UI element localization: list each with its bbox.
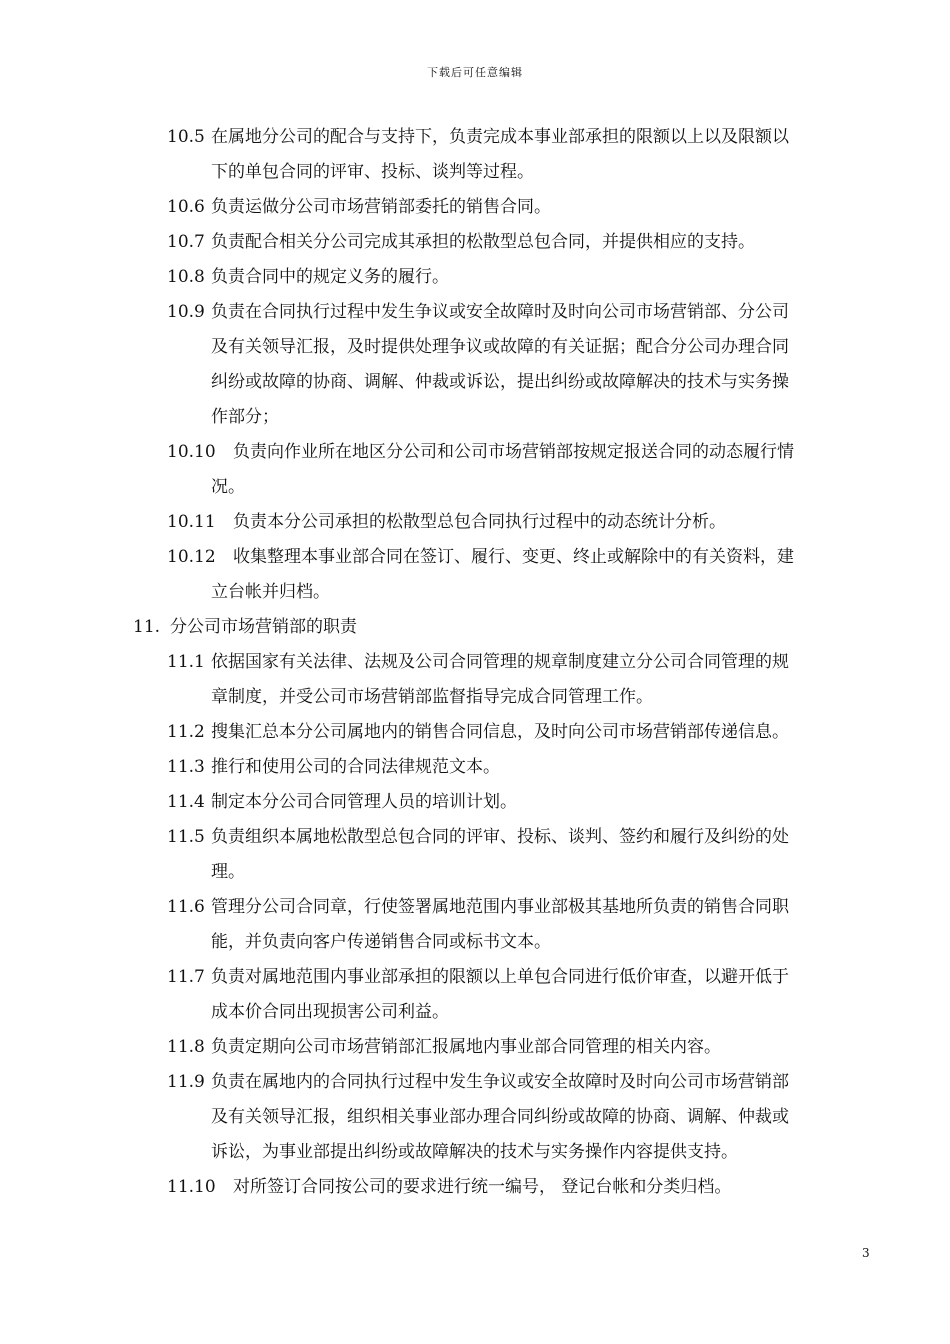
clause-text (211, 260, 873, 295)
clause-text (211, 435, 873, 505)
clause-number: 10.9 (167, 302, 205, 322)
clause-item (0, 260, 950, 295)
clause-line: 纠纷或故障的协商、调解、仲裁或诉讼，提出纠纷或故障解决的技术与实务操 (211, 372, 789, 392)
clause-item (0, 435, 950, 505)
clause-line: 收集整理本事业部合同在签订、履行、变更、终止或解除中的有关资料，建 (233, 547, 794, 567)
clause-text (211, 890, 873, 960)
clause-text (211, 1170, 873, 1205)
clause-line: 负责向作业所在地区分公司和公司市场营销部按规定报送合同的动态履行情 (233, 442, 794, 462)
clause-text (211, 540, 873, 610)
clause-number: 10.10 (167, 442, 216, 462)
clause-number: 11.10 (167, 1177, 216, 1197)
clause-number: 11.4 (167, 792, 205, 812)
clause-item (0, 715, 950, 750)
clause-item (0, 1170, 950, 1205)
clause-item (0, 890, 950, 960)
clause-line: 理。 (211, 862, 245, 882)
clause-item (0, 1030, 950, 1065)
clause-line: 能，并负责向客户传递销售合同或标书文本。 (211, 932, 551, 952)
clause-number: 11.9 (167, 1072, 205, 1092)
clause-number: 11.8 (167, 1037, 205, 1057)
clause-number: 10.6 (167, 197, 205, 217)
clause-text (211, 190, 873, 225)
clause-line: 负责在属地内的合同执行过程中发生争议或安全故障时及时向公司市场营销部 (211, 1072, 789, 1092)
clause-number: 10.12 (167, 547, 216, 567)
clause-item (0, 1065, 950, 1170)
clause-item (0, 295, 950, 435)
clause-text (211, 820, 873, 890)
clause-line: 成本价合同出现损害公司利益。 (211, 1002, 449, 1022)
clause-line: 负责在合同执行过程中发生争议或安全故障时及时向公司市场营销部、分公司 (211, 302, 789, 322)
clause-item (0, 505, 950, 540)
clause-line: 及有关领导汇报，及时提供处理争议或故障的有关证据；配合分公司办理合同 (211, 337, 789, 357)
clause-line: 立台帐并归档。 (211, 582, 330, 602)
clause-line: 作部分； (211, 407, 279, 427)
clause-number: 11.7 (167, 967, 205, 987)
clause-number: 11.5 (167, 827, 205, 847)
clause-line: 况。 (211, 477, 245, 497)
clause-number: 10.7 (167, 232, 205, 252)
clause-text (211, 505, 873, 540)
clause-line: 及有关领导汇报，组织相关事业部办理合同纠纷或故障的协商、调解、仲裁或 (211, 1107, 789, 1127)
clause-text (211, 645, 873, 715)
clause-line: 负责本分公司承担的松散型总包合同执行过程中的动态统计分析。 (233, 512, 726, 532)
clause-number: 10.8 (167, 267, 205, 287)
section-title: 分公司市场营销部的职责 (170, 617, 357, 637)
clause-text (211, 1030, 873, 1065)
clause-line: 下的单包合同的评审、投标、谈判等过程。 (211, 162, 534, 182)
page-number: 3 (862, 1246, 870, 1260)
clause-item (0, 960, 950, 1030)
clause-item (0, 820, 950, 890)
clause-number: 11.3 (167, 757, 205, 777)
clause-text (211, 120, 873, 190)
clause-number: 10.5 (167, 127, 205, 147)
clause-line: 管理分公司合同章，行使签署属地范围内事业部极其基地所负责的销售合同职 (211, 897, 789, 917)
clause-text (211, 960, 873, 1030)
section-number: 11. (133, 617, 161, 637)
section-heading (0, 610, 950, 645)
clause-number: 11.1 (167, 652, 205, 672)
clause-number: 10.11 (167, 512, 216, 532)
clause-item (0, 225, 950, 260)
clause-number: 11.2 (167, 722, 205, 742)
clause-item (0, 120, 950, 190)
clause-text (211, 750, 873, 785)
document-body (0, 120, 950, 1205)
clause-line: 制定本分公司合同管理人员的培训计划。 (211, 792, 517, 812)
clause-line: 诉讼，为事业部提出纠纷或故障解决的技术与实务操作内容提供支持。 (211, 1142, 738, 1162)
clause-line: 负责合同中的规定义务的履行。 (211, 267, 449, 287)
clause-text (211, 1065, 873, 1170)
clause-item (0, 190, 950, 225)
clause-line: 负责定期向公司市场营销部汇报属地内事业部合同管理的相关内容。 (211, 1037, 721, 1057)
clause-line: 负责组织本属地松散型总包合同的评审、投标、谈判、签约和履行及纠纷的处 (211, 827, 789, 847)
clause-line: 章制度，并受公司市场营销部监督指导完成合同管理工作。 (211, 687, 653, 707)
clause-line: 负责运做分公司市场营销部委托的销售合同。 (211, 197, 551, 217)
clause-line: 推行和使用公司的合同法律规范文本。 (211, 757, 500, 777)
clause-line: 负责对属地范围内事业部承担的限额以上单包合同进行低价审查，以避开低于 (211, 967, 789, 987)
clause-item (0, 645, 950, 715)
clause-text (211, 785, 873, 820)
clause-item (0, 785, 950, 820)
clause-line: 负责配合相关分公司完成其承担的松散型总包合同，并提供相应的支持。 (211, 232, 755, 252)
clause-line: 对所签订合同按公司的要求进行统一编号， 登记台帐和分类归档。 (233, 1177, 732, 1197)
clause-number: 11.6 (167, 897, 205, 917)
clause-text (211, 225, 873, 260)
clause-item (0, 540, 950, 610)
clause-line: 搜集汇总本分公司属地内的销售合同信息，及时向公司市场营销部传递信息。 (211, 722, 789, 742)
clause-line: 在属地分公司的配合与支持下，负责完成本事业部承担的限额以上以及限额以 (211, 127, 789, 147)
clause-text (211, 295, 873, 435)
page-header-note: 下载后可任意编辑 (427, 66, 523, 79)
clause-item (0, 750, 950, 785)
clause-line: 依据国家有关法律、法规及公司合同管理的规章制度建立分公司合同管理的规 (211, 652, 789, 672)
clause-text (211, 715, 873, 750)
